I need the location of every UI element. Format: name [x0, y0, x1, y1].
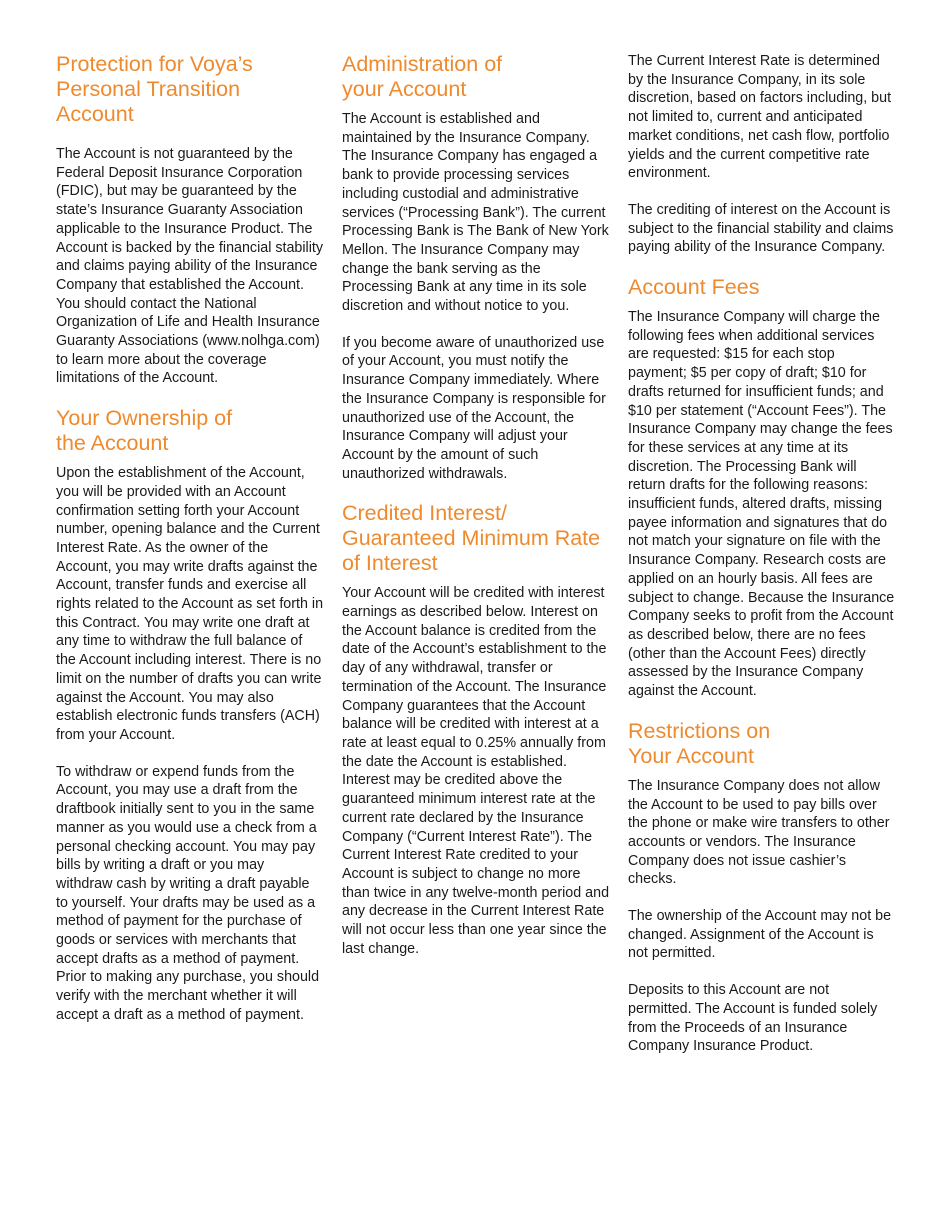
heading-restrictions: Restrictions on Your Account — [628, 718, 771, 768]
heading-ownership: Your Ownership of the Account — [56, 406, 233, 456]
column-1 — [56, 52, 324, 1043]
paragraph-crediting: The crediting of interest on the Account is subject to the financial stability and claims paying ability of the Insurance Company. — [628, 201, 894, 256]
paragraph-account-fees: The Insurance Company will charge the following fees when additional services are requested: $15 for each stop payment; $5 per copy of draft; $10 for drafts returned for insufficient funds; and $10 per statement (“Account Fees”). The Insurance Company may change the fees for these services at any time at its discretion. The Processing Bank will return drafts for the following reasons: insufficient funds, altered drafts, missing payee information and signatures that do not match your signature on file with the Insurance Company. Research costs are applied on an hourly basis. All fees are subject to change. Because the Insurance Company seeks to profit from the Account as described below, there are no fees (other than the Account Fees) directly assessed by the Insurance Company against the Account. — [628, 309, 895, 700]
column-2 — [342, 52, 610, 976]
paragraph-current-rate: The Current Interest Rate is determined by the Insurance Company, in its sole discretion, based on factors including, but not limited to, current and anticipated market conditions, net cash flow, portfolio yields and the current competitive rate environment. — [628, 53, 892, 182]
heading-credited-interest: Credited Interest/ Guaranteed Minimum Rate of Interest — [342, 501, 601, 576]
paragraph-restrictions-1: The Insurance Company does not allow the Account to be used to pay bills over the phone or make wire transfers to other accounts or vendors. The Insurance Company does not issue cashier’s checks. — [628, 777, 890, 888]
heading-protection: Protection for Voya’s Personal Transition Account — [56, 52, 253, 126]
paragraph-administration-1: The Account is established and maintained by the Insurance Company. The Insurance Company has engaged a bank to provide processing services including custodial and administrative services (“Processing Bank”). The current Processing Bank is The Bank of New York Mellon. The Insurance Company may change the bank serving as the Processing Bank at any time in its sole discretion and without notice to you. — [342, 111, 609, 315]
paragraph-ownership-1: Upon the establishment of the Account, you will be provided with an Account confirmation setting forth your Account number, opening balance and the Current Interest Rate. As the owner of the Account, you may write drafts against the Account, transfer funds and exercise all rights related to the Account as set forth in this Contract. You may write one draft at any time to withdraw the full balance of the Account including interest. There is no limit on the number of drafts you can write against the Account. You may also establish electronic funds transfers (ACH) from your Account. — [56, 465, 324, 743]
paragraph-protection: The Account is not guaranteed by the Federal Deposit Insurance Corporation (FDIC), but may be guaranteed by the state’s Insurance Guaranty Association applicable to the Insurance Product. The Account is backed by the financial stability and claims paying ability of the Insurance Company that established the Account. You should contact the National Organization of Life and Health Insurance Guaranty Associations (www.nolhga.com) to learn more about the coverage limitations of the Account. — [56, 146, 324, 387]
paragraph-credited-interest: Your Account will be credited with interest earnings as described below. Interest on the Account balance is credited from the date of the Account’s establishment to the day of any withdrawal, transfer or termination of the Account. The Insurance Company guarantees that the Account balance will be credited with interest at a rate at least equal to 0.25% annually from the date the Account is established. Interest may be credited above the guaranteed minimum interest rate at the current rate declared by the Insurance Company (“Current Interest Rate”). The Current Interest Rate credited to your Account is subject to change no more than twice in any twelve-month period and any decrease in the Current Interest Rate will not occur less than one year since the last change. — [342, 585, 610, 957]
column-3 — [628, 52, 896, 1074]
paragraph-restrictions-2: The ownership of the Account may not be changed. Assignment of the Account is not permitted. — [628, 908, 892, 962]
paragraph-ownership-2: To withdraw or expend funds from the Account, you may use a draft from the draftbook initially sent to you in the same manner as you would use a check from a personal checking account. You may pay bills by writing a draft or you may withdraw cash by writing a draft payable to yourself. Your drafts may be used as a method of payment for the purchase of goods or services with merchants that accept drafts as a method of payment. Prior to making any purchase, you should verify with the merchant whether it will accept a draft as a method of payment. — [56, 763, 320, 1023]
paragraph-administration-2: If you become aware of unauthorized use of your Account, you must notify the Insurance Company immediately. Where the Insurance Company is responsible for unauthorized use of the Account, the Insurance Company will adjust your Account by the amount of such unauthorized withdrawals. — [342, 334, 606, 482]
heading-administration: Administration of your Account — [342, 52, 503, 101]
heading-account-fees: Account Fees — [628, 275, 760, 300]
paragraph-restrictions-3: Deposits to this Account are not permitted. The Account is funded solely from the Proceeds of an Insurance Company Insurance Product. — [628, 982, 878, 1055]
